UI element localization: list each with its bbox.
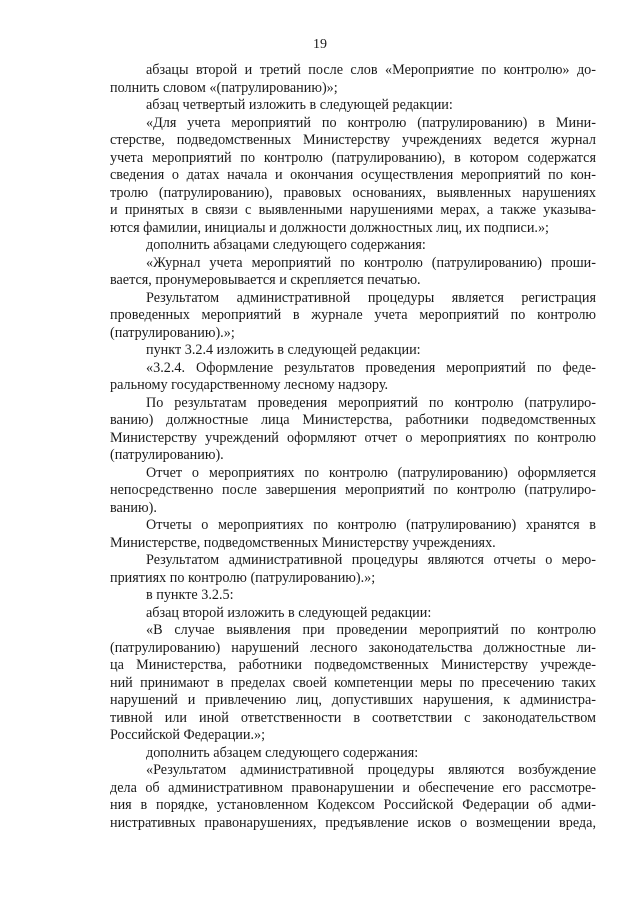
text-line: (патрулированию). [110, 447, 224, 463]
text-line: приятиях по контролю (патрулированию).»; [110, 569, 376, 586]
text-line: дополнить абзацами следующего содержания: [146, 237, 426, 253]
text-line: «В случае выявления при проведении мероприятий по контролю [146, 622, 596, 638]
text-line: непосредственно после завершения мероприятий по контролю (патрулиро- [110, 482, 596, 498]
text-line: тролю (патрулированию), правовых основаниях, выявленных нарушениях [110, 184, 596, 201]
text-line: (патрулированию).»; [110, 324, 235, 341]
text-line: ний принимают в пределах своей компетенции меры по пресечению таких [110, 674, 596, 691]
text-line: абзац четвертый изложить в следующей редакции: [146, 97, 453, 113]
text-line: и принятых в связи с выявленными нарушениями мерах, а также указыва- [110, 202, 596, 218]
text-line: абзацы второй и третий после слов «Мероприятие по контролю» до- [146, 62, 596, 78]
text-line: полнить словом «(патрулированию)»; [110, 79, 338, 96]
text-line: Министерстве, подведомственных Министерству учреждениях. [110, 534, 496, 551]
text-line: ния в порядке, установленном Кодексом Российской Федерации об адми- [110, 797, 596, 813]
text-line: пункт 3.2.4 изложить в следующей редакции: [146, 342, 421, 358]
text-line: «3.2.4. Оформление результатов проведения мероприятий по феде- [146, 359, 596, 376]
page-number: 19 [313, 37, 327, 52]
text-line: Результатом административной процедуры являются отчеты о меро- [146, 552, 596, 568]
document-body [110, 62, 596, 832]
text-line: проведенных мероприятий в журнале учета мероприятий по контролю [110, 307, 596, 323]
text-line: Отчеты о мероприятиях по контролю (патрулированию) хранятся в [146, 517, 596, 533]
text-line: ральному государственному лесному надзору. [110, 377, 389, 393]
text-line: абзац второй изложить в следующей редакции: [146, 604, 432, 621]
text-line: тивной или иной ответственности в соответствии с законодательством [110, 709, 596, 726]
text-line: нистративных правонарушениях, предъявление исков о возмещении вреда, [110, 814, 596, 831]
text-line: ются фамилии, инициалы и должности должностных лиц, их подписи.»; [110, 219, 549, 236]
text-line: дела об административном правонарушении и обеспечение его рассмотре- [110, 779, 596, 796]
text-line: вается, пронумеровывается и скрепляется печатью. [110, 272, 421, 288]
text-line: в пункте 3.2.5: [146, 587, 234, 603]
text-line: ванию). [110, 499, 157, 516]
text-line: Отчет о мероприятиях по контролю (патрулированию) оформляется [146, 464, 596, 481]
text-line: нарушений и привлечению лиц, допустивших нарушения, к администра- [110, 692, 596, 708]
text-line: Министерству учреждений оформляют отчет о мероприятиях по контролю [110, 429, 596, 446]
text-line: учета мероприятий по контролю (патрулированию), в котором содержатся [110, 149, 596, 166]
text-line: Результатом административной процедуры является регистрация [146, 289, 596, 306]
text-line: «Журнал учета мероприятий по контролю (патрулированию) проши- [146, 254, 596, 271]
text-line: дополнить абзацем следующего содержания: [146, 744, 419, 761]
text-line: «Результатом административной процедуры являются возбуждение [146, 762, 596, 778]
text-line: «Для учета мероприятий по контролю (патрулированию) в Мини- [146, 114, 596, 131]
text-line: (патрулированию) нарушений лесного законодательства должностные ли- [110, 639, 596, 656]
text-line: По результатам проведения мероприятий по контролю (патрулиро- [146, 394, 596, 411]
text-line: Российской Федерации.»; [110, 727, 266, 743]
text-line: ванию) должностные лица Министерства, работники подведомственных [110, 412, 596, 428]
text-line: стерстве, подведомственных Министерству учреждениях ведется журнал [110, 132, 596, 148]
text-line: ца Министерства, работники подведомственных Министерству учрежде- [110, 657, 596, 673]
text-line: сведения о датах начала и окончания осуществления мероприятий по кон- [110, 167, 596, 183]
